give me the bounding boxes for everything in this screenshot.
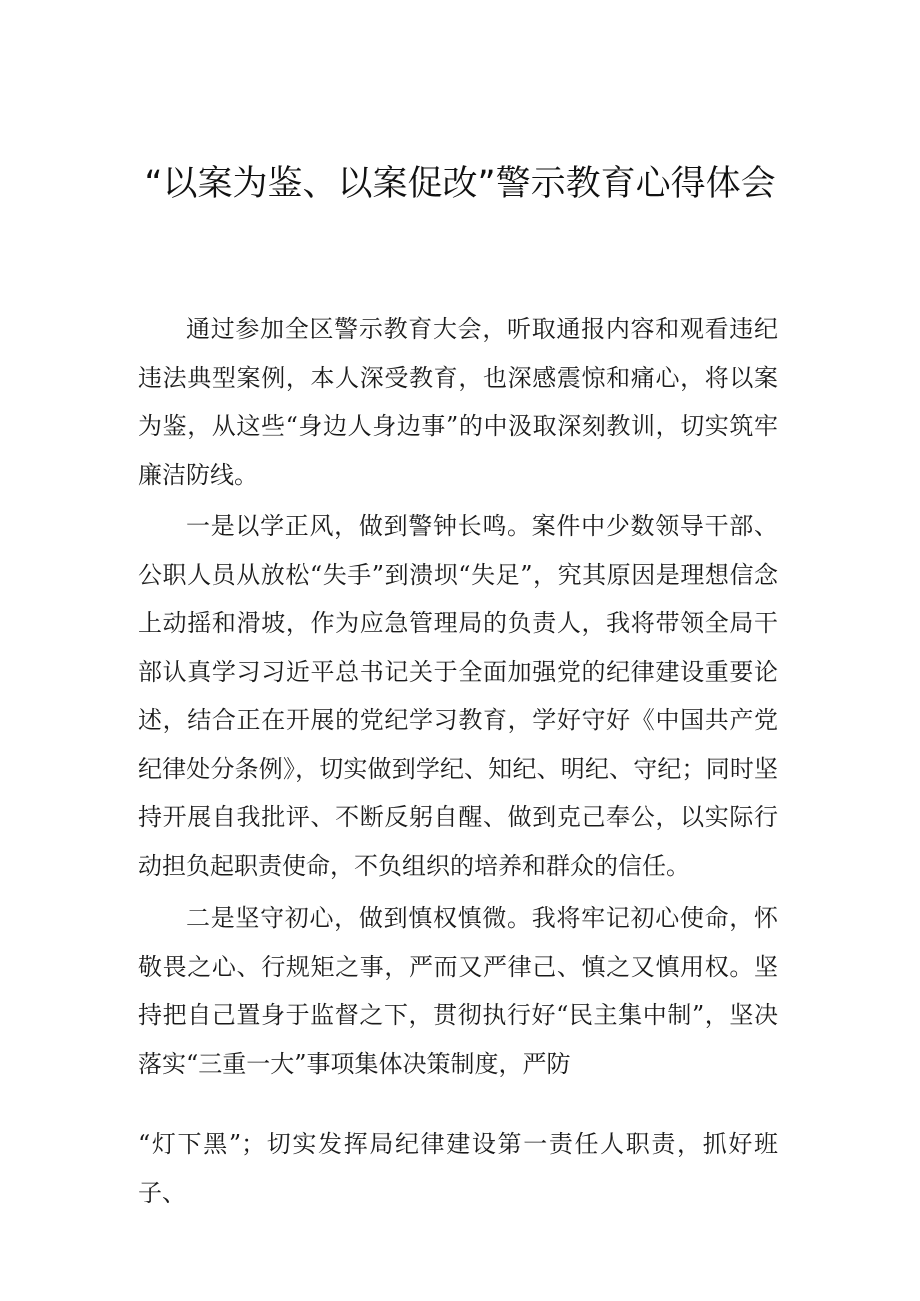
paragraph-intro: 通过参加全区警示教育大会，听取通报内容和观看违纪违法典型案例，本人深受教育，也深感震惊和痛心，将以案为鉴，从这些“身边人身边事”的中汲取深刻教训，切实筑牢廉洁防线。 — [138, 315, 778, 489]
paragraph-point-two: 二是坚守初心，做到慎权慎微。我将牢记初心使命，怀敬畏之心、行规矩之事，严而又严律己、慎之又慎用权。坚持把自己置身于监督之下，贯彻执行好“民主集中制”，坚决落实“三重一大”事项集体决策制度，严防 — [138, 904, 778, 1078]
paragraph-continuation: “灯下黑”；切实发挥局纪律建设第一责任人职责，抓好班子、 — [138, 1130, 778, 1207]
paragraph-point-one: 一是以学正风，做到警钟长鸣。案件中少数领导干部、公职人员从放松“失手”到溃坝“失足”，究其原因是理想信念上动摇和滑坡，作为应急管理局的负责人，我将带领全局干部认真学习习近平总书记关于全面加强党的纪律建设重要论述，结合正在开展的党纪学习教育，学好守好《中国共产党纪律处分条例》，切实做到学纪、知纪、明纪、守纪；同时坚持开展自我批评、不断反躬自醒、做到克己奉公，以实际行动担负起职责使命，不负组织的培养和群众的信任。 — [138, 512, 778, 880]
document-title: “以案为鉴、以案促改”警示教育心得体会 — [144, 164, 776, 204]
